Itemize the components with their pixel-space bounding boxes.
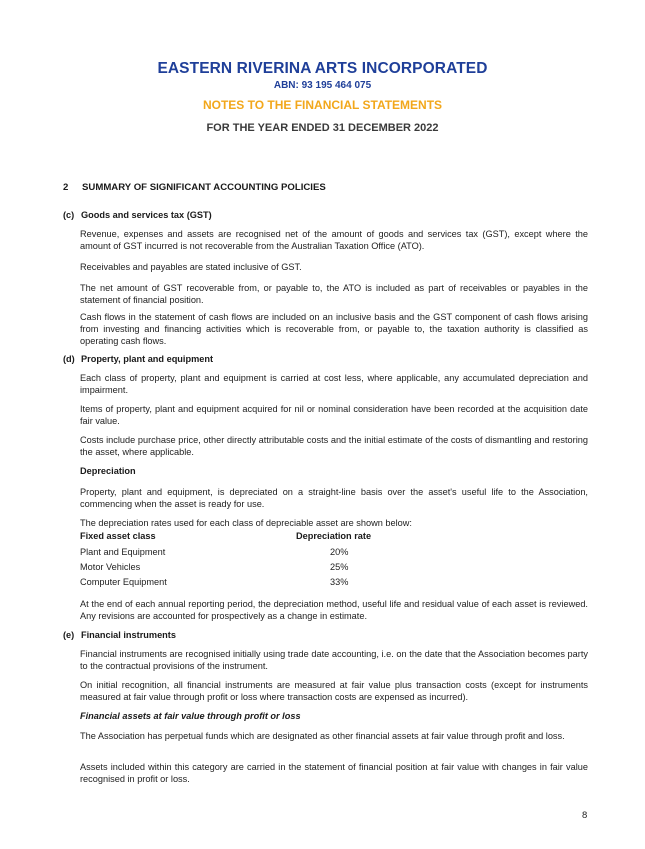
- ppe-paragraph-5: The depreciation rates used for each class of depreciable asset are shown below:: [80, 518, 412, 528]
- ppe-paragraph-1: Each class of property, plant and equipment is carried at cost less, where applicable, any accumulated depreciation and impairment.: [80, 373, 588, 396]
- table-row-class: Motor Vehicles: [80, 562, 141, 572]
- depreciation-heading: Depreciation: [80, 466, 136, 476]
- table-header-rate: Depreciation rate: [296, 531, 372, 541]
- reporting-period: FOR THE YEAR ENDED 31 DECEMBER 2022: [206, 122, 439, 134]
- section-number: 2: [63, 182, 69, 193]
- fi-title: Financial instruments: [81, 630, 176, 640]
- gst-title: Goods and services tax (GST): [81, 210, 212, 220]
- organisation-name: EASTERN RIVERINA ARTS INCORPORATED: [157, 60, 488, 77]
- table-row-class: Computer Equipment: [80, 577, 167, 587]
- fi-paragraph-2: On initial recognition, all financial instruments are measured at fair value plus transaction costs (except for instruments measured at fair value through profit or loss where transaction costs are expensed as incurred).: [80, 680, 588, 703]
- fi-paragraph-3: The Association has perpetual funds which are designated as other financial assets at fair value through profit and loss.: [80, 731, 565, 741]
- gst-paragraph-2: Receivables and payables are stated inclusive of GST.: [80, 262, 302, 272]
- ppe-paragraph-2: Items of property, plant and equipment acquired for nil or nominal consideration have been recorded at the acquisition date fair value.: [80, 404, 588, 427]
- gst-paragraph-1: Revenue, expenses and assets are recognised net of the amount of goods and services tax (GST), except where the amount of GST incurred is not recoverable from the Australian Taxation Office (ATO).: [80, 229, 588, 252]
- section-heading: [63, 182, 326, 193]
- gst-paragraph-4: Cash flows in the statement of cash flows are included on an inclusive basis and the GST component of cash flows arising from investing and financing activities which is recoverable from, or payable to, the taxation authority is classified as operating cash flows.: [80, 312, 588, 347]
- table-row-rate: 20%: [330, 547, 349, 557]
- ppe-paragraph-4: Property, plant and equipment, is depreciated on a straight-line basis over the asset's useful life to the Association, commencing when the asset is ready for use.: [80, 487, 588, 510]
- table-row-class: Plant and Equipment: [80, 547, 166, 557]
- fi-heading: [63, 630, 176, 640]
- fi-label: (e): [63, 630, 75, 640]
- ppe-paragraph-6: At the end of each annual reporting period, the depreciation method, useful life and residual value of each asset is reviewed. Any revisions are accounted for prospectively as a change in estimate.: [80, 599, 588, 622]
- ppe-paragraph-3: Costs include purchase price, other directly attributable costs and the initial estimate of the costs of dismantling and restoring the asset, where applicable.: [80, 435, 588, 458]
- fi-paragraph-4: Assets included within this category are carried in the statement of financial position at fair value with changes in fair value recognised in profit or loss.: [80, 762, 588, 785]
- gst-label: (c): [63, 210, 75, 220]
- table-header-class: Fixed asset class: [80, 531, 156, 541]
- ppe-heading: [63, 354, 213, 364]
- abn-number: ABN: 93 195 464 075: [273, 80, 372, 91]
- ppe-label: (d): [63, 354, 75, 364]
- gst-paragraph-3: The net amount of GST recoverable from, or payable to, the ATO is included as part of receivables or payables in the statement of financial position.: [80, 283, 588, 306]
- table-row-rate: 33%: [330, 577, 349, 587]
- fi-paragraph-1: Financial instruments are recognised initially using trade date accounting, i.e. on the date that the Association becomes party to the contractual provisions of the instrument.: [80, 649, 588, 672]
- section-title: SUMMARY OF SIGNIFICANT ACCOUNTING POLICIES: [82, 182, 326, 193]
- notes-title: NOTES TO THE FINANCIAL STATEMENTS: [202, 98, 443, 112]
- ppe-title: Property, plant and equipment: [81, 354, 214, 364]
- table-row-rate: 25%: [330, 562, 349, 572]
- gst-heading: [63, 210, 212, 220]
- fi-subheading: Financial assets at fair value through profit or loss: [80, 711, 301, 721]
- page-number: 8: [582, 810, 588, 821]
